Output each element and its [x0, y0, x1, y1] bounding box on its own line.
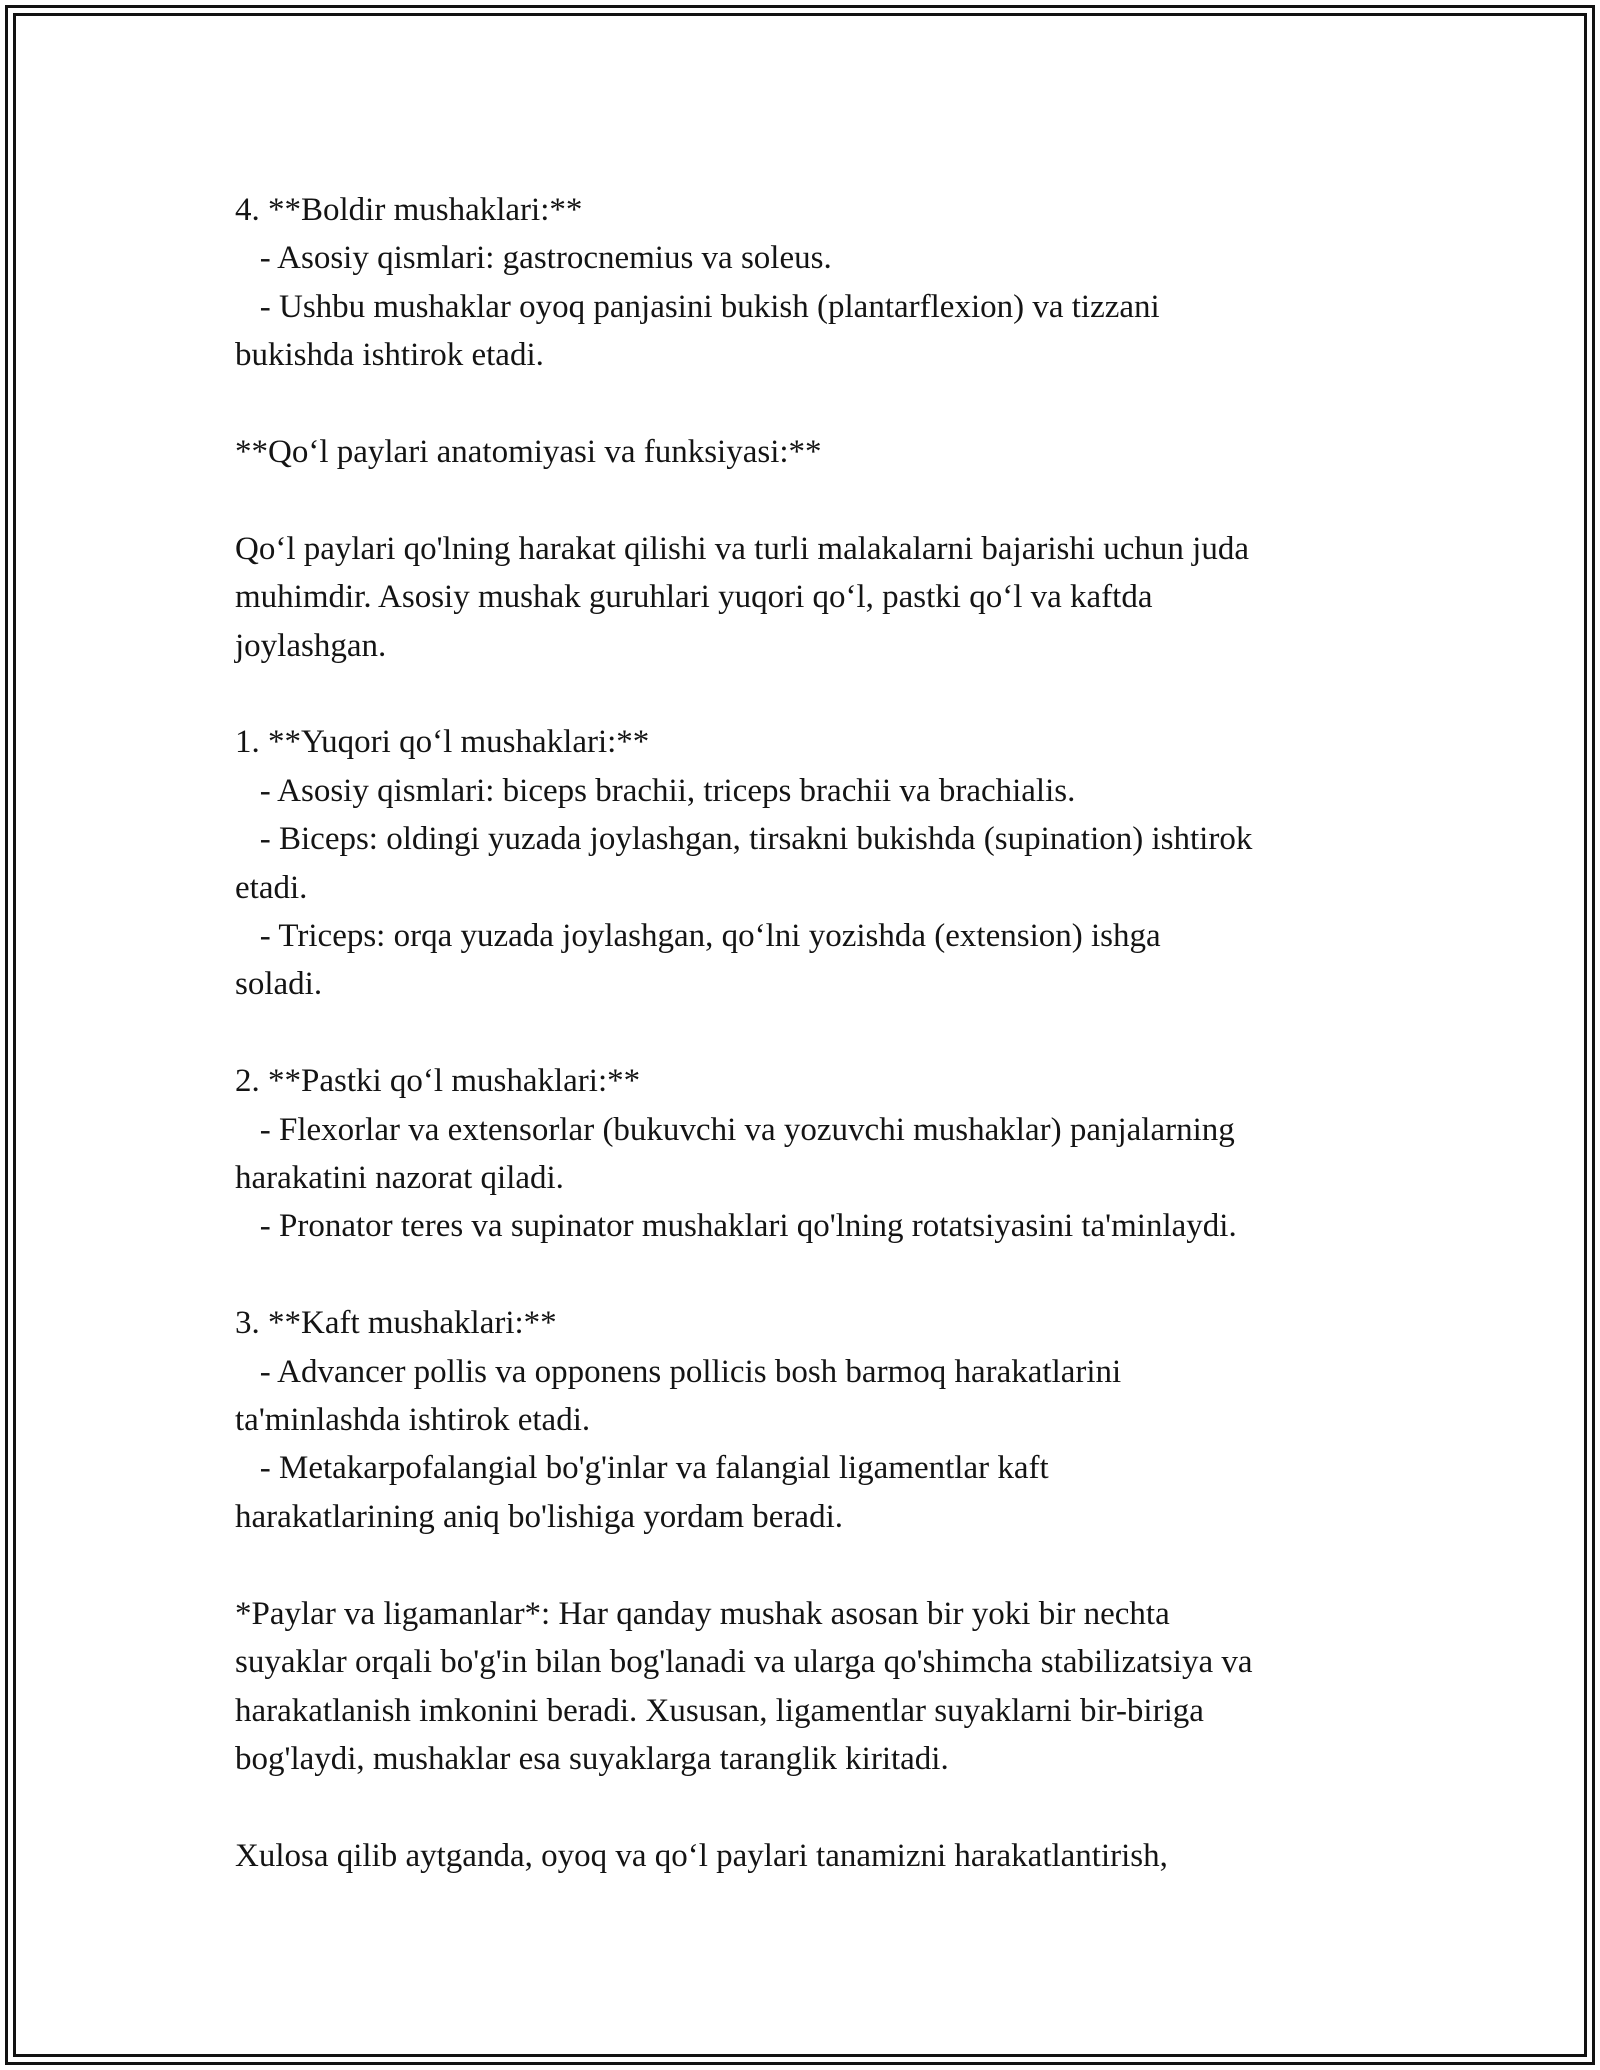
blank-line: [235, 1541, 1385, 1589]
blank-line: [235, 1251, 1385, 1299]
text-line: - Metakarpofalangial bo'g'inlar va falangial ligamentlar kaft: [235, 1450, 1049, 1487]
text-line: muhimdir. Asosiy mushak guruhlari yuqori qo‘l, pastki qo‘l va kaftda: [235, 579, 1153, 616]
text-line: - Biceps: oldingi yuzada joylashgan, tirsakni bukishda (supination) ishtirok: [235, 821, 1253, 858]
list-heading: 2. **Pastki qo‘l mushaklari:**: [235, 1063, 641, 1100]
text-line: harakatini nazorat qiladi.: [235, 1160, 564, 1197]
text-line: harakatlanish imkonini beradi. Xususan, ligamentlar suyaklarni bir-biriga: [235, 1692, 1204, 1729]
text-line: joylashgan.: [235, 627, 387, 664]
text-line: bukishda ishtirok etadi.: [235, 337, 544, 374]
text-line: harakatlarining aniq bo'lishiga yordam beradi.: [235, 1498, 844, 1535]
text-line: - Triceps: orqa yuzada joylashgan, qo‘lni yozishda (extension) ishga: [235, 918, 1161, 955]
document-body: [235, 186, 1385, 1880]
blank-line: [235, 476, 1385, 524]
list-heading: 3. **Kaft mushaklari:**: [235, 1305, 557, 1342]
text-line: - Asosiy qismlari: gastrocnemius va soleus.: [235, 240, 832, 277]
text-line: - Asosiy qismlari: biceps brachii, triceps brachii va brachialis.: [235, 772, 1076, 809]
text-line: ta'minlashda ishtirok etadi.: [235, 1402, 591, 1439]
text-line: - Ushbu mushaklar oyoq panjasini bukish (plantarflexion) va tizzani: [235, 288, 1160, 325]
blank-line: [235, 380, 1385, 428]
text-line: *Paylar va ligamanlar*: Har qanday mushak asosan bir yoki bir nechta: [235, 1595, 1170, 1632]
text-line: suyaklar orqali bo'g'in bilan bog'lanadi va ularga qo'shimcha stabilizatsiya va: [235, 1644, 1253, 1681]
text-line: bog'laydi, mushaklar esa suyaklarga taranglik kiritadi.: [235, 1740, 949, 1777]
blank-line: [235, 1009, 1385, 1057]
blank-line: [235, 670, 1385, 718]
text-line: - Pronator teres va supinator mushaklari qo'lning rotatsiyasini ta'minlaydi.: [235, 1208, 1237, 1245]
text-line: 4. **Boldir mushaklari:**: [235, 192, 583, 228]
text-line: - Flexorlar va extensorlar (bukuvchi va yozuvchi mushaklar) panjalarning: [235, 1111, 1235, 1148]
text-line: Qo‘l paylari qo'lning harakat qilishi va turli malakalarni bajarishi uchun juda: [235, 530, 1249, 567]
text-line: soladi.: [235, 966, 323, 1003]
list-heading: 1. **Yuqori qo‘l mushaklari:**: [235, 724, 650, 761]
text-line: Xulosa qilib aytganda, oyoq va qo‘l paylari tanamizni harakatlantirish,: [235, 1837, 1168, 1874]
blank-line: [235, 1783, 1385, 1831]
section-heading: **Qo‘l paylari anatomiyasi va funksiyasi:**: [235, 434, 822, 471]
text-line: etadi.: [235, 869, 308, 906]
text-line: - Advancer pollis va opponens pollicis bosh barmoq harakatlarini: [235, 1353, 1122, 1390]
